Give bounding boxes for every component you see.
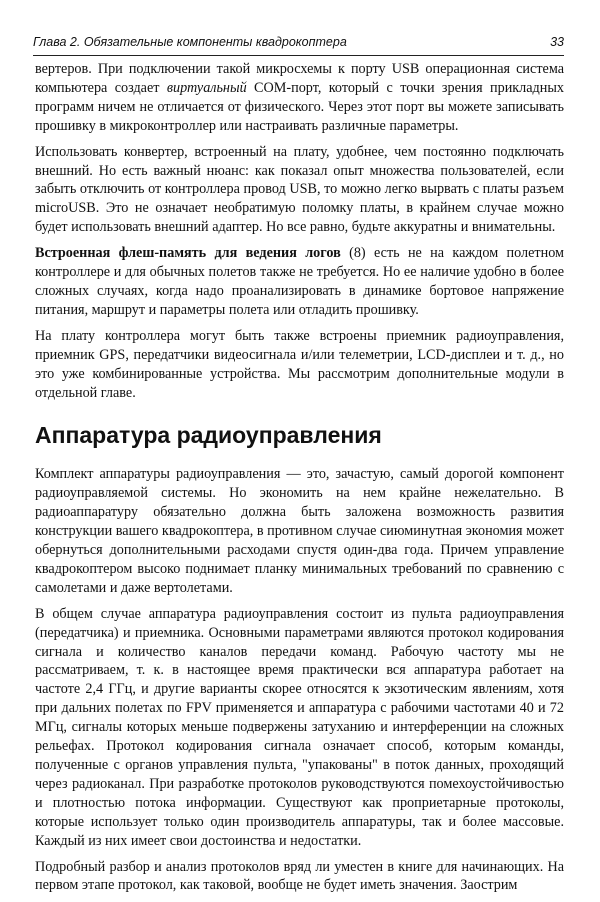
- page-body: [35, 60, 564, 902]
- italic-term: виртуальный: [166, 79, 247, 96]
- paragraph-radio-kit: Комплект аппаратуры радиоуправления — это, зачастую, самый дорогой компонент радиоуправляемой системы. Но экономить на нем крайне нежелательно. В радиоаппаратуру обязательно должна быть заложена возможность развития конструкции вашего квадрокоптера, в противном случае сиюминутная экономия может обернуться дополнительными расходами спустя один-два года. Причем управление квадрокоптером высоко поднимает планку минимальных требований по сравнению с самолетами и даже вертолетами.: [35, 466, 564, 596]
- bold-term: Встроенная флеш-память для ведения логов: [35, 245, 341, 262]
- paragraph-text: COM-порт, который с точки зрения прикладных программ ничем не отличается от физического. Через этот порт вы можете записывать прошивку в микроконтроллер или настраивать различные параметры.: [35, 79, 564, 134]
- paragraph-text: (8) есть не на каждом полетном контроллере и для обычных полетов также не требуется. Но ее наличие удобно в более сложных случаях, когда надо проанализировать в динамике бортовое напряжение питания, маршрут и параметры полета или отладить прошивку.: [35, 245, 564, 318]
- paragraph-flash-memory: [35, 244, 564, 320]
- page-number: 33: [550, 35, 564, 49]
- section-title: Аппаратура радиоуправления: [35, 422, 382, 449]
- paragraph-usb-converter: [35, 60, 564, 136]
- paragraph-text: вертеров. При подключении такой микросхемы к порту USB операционная система компьютера создает: [35, 61, 564, 96]
- running-head-chapter: Глава 2. Обязательные компоненты квадрокоптера: [33, 35, 347, 49]
- paragraph-builtin-converter: Использовать конвертер, встроенный на плату, удобнее, чем постоянно подключать внешний. Но есть важный нюанс: как показал опыт множества пользователей, если забыть отключить от контроллера провод USB, то можно легко вырвать с платы разъем microUSB. Это не означает необратимую поломку платы, в крайнем случае можно будет использовать внешний адаптер. Но все равно, будьте аккуратны и внимательны.: [35, 143, 564, 236]
- paragraph-radio-components: В общем случае аппаратура радиоуправления состоит из пульта радиоуправления (передатчика) и приемника. Основными параметрами являются протокол кодирования сигнала и количество каналов передачи команд. Рабочую частоту мы не рассматриваем, т. к. в настоящее время практически вся аппаратура работает на частоте 2,4 ГГц, и другие варианты скорее относятся к экзотическим явлениям, хотя при дальних полетах по FPV применяется и аппаратура с рабочими частотами 40 и 72 МГц, сигналы которых меньше подвержены затуханию и интерференции на сложных рельефах. Протокол кодирования сигнала означает способ, которым команды, полученные с органов управления пульта, "упакованы" в поток данных, проходящий через радиоканал. При разработке протоколов руководствуются помехоустойчивостью и плотностью потока информации. Существуют как проприетарные протоколы, которые использует только один производитель аппаратуры, так и более массовые. Каждый из них имеет свои достоинства и недостатки.: [35, 605, 564, 849]
- page-header: [33, 33, 564, 56]
- paragraph-protocols: Подробный разбор и анализ протоколов вряд ли уместен в книге для начинающих. На первом этапе протокол, как таковой, вообще не будет иметь значения. Заострим: [35, 858, 564, 894]
- paragraph-combined-devices: На плату контроллера могут быть также встроены приемник радиоуправления, приемник GPS, передатчики видеосигнала и/или телеметрии, LCD-дисплеи и т. д., но это уже комбинированные устройства. Мы рассмотрим дополнительные модули в отдельной главе.: [35, 327, 564, 401]
